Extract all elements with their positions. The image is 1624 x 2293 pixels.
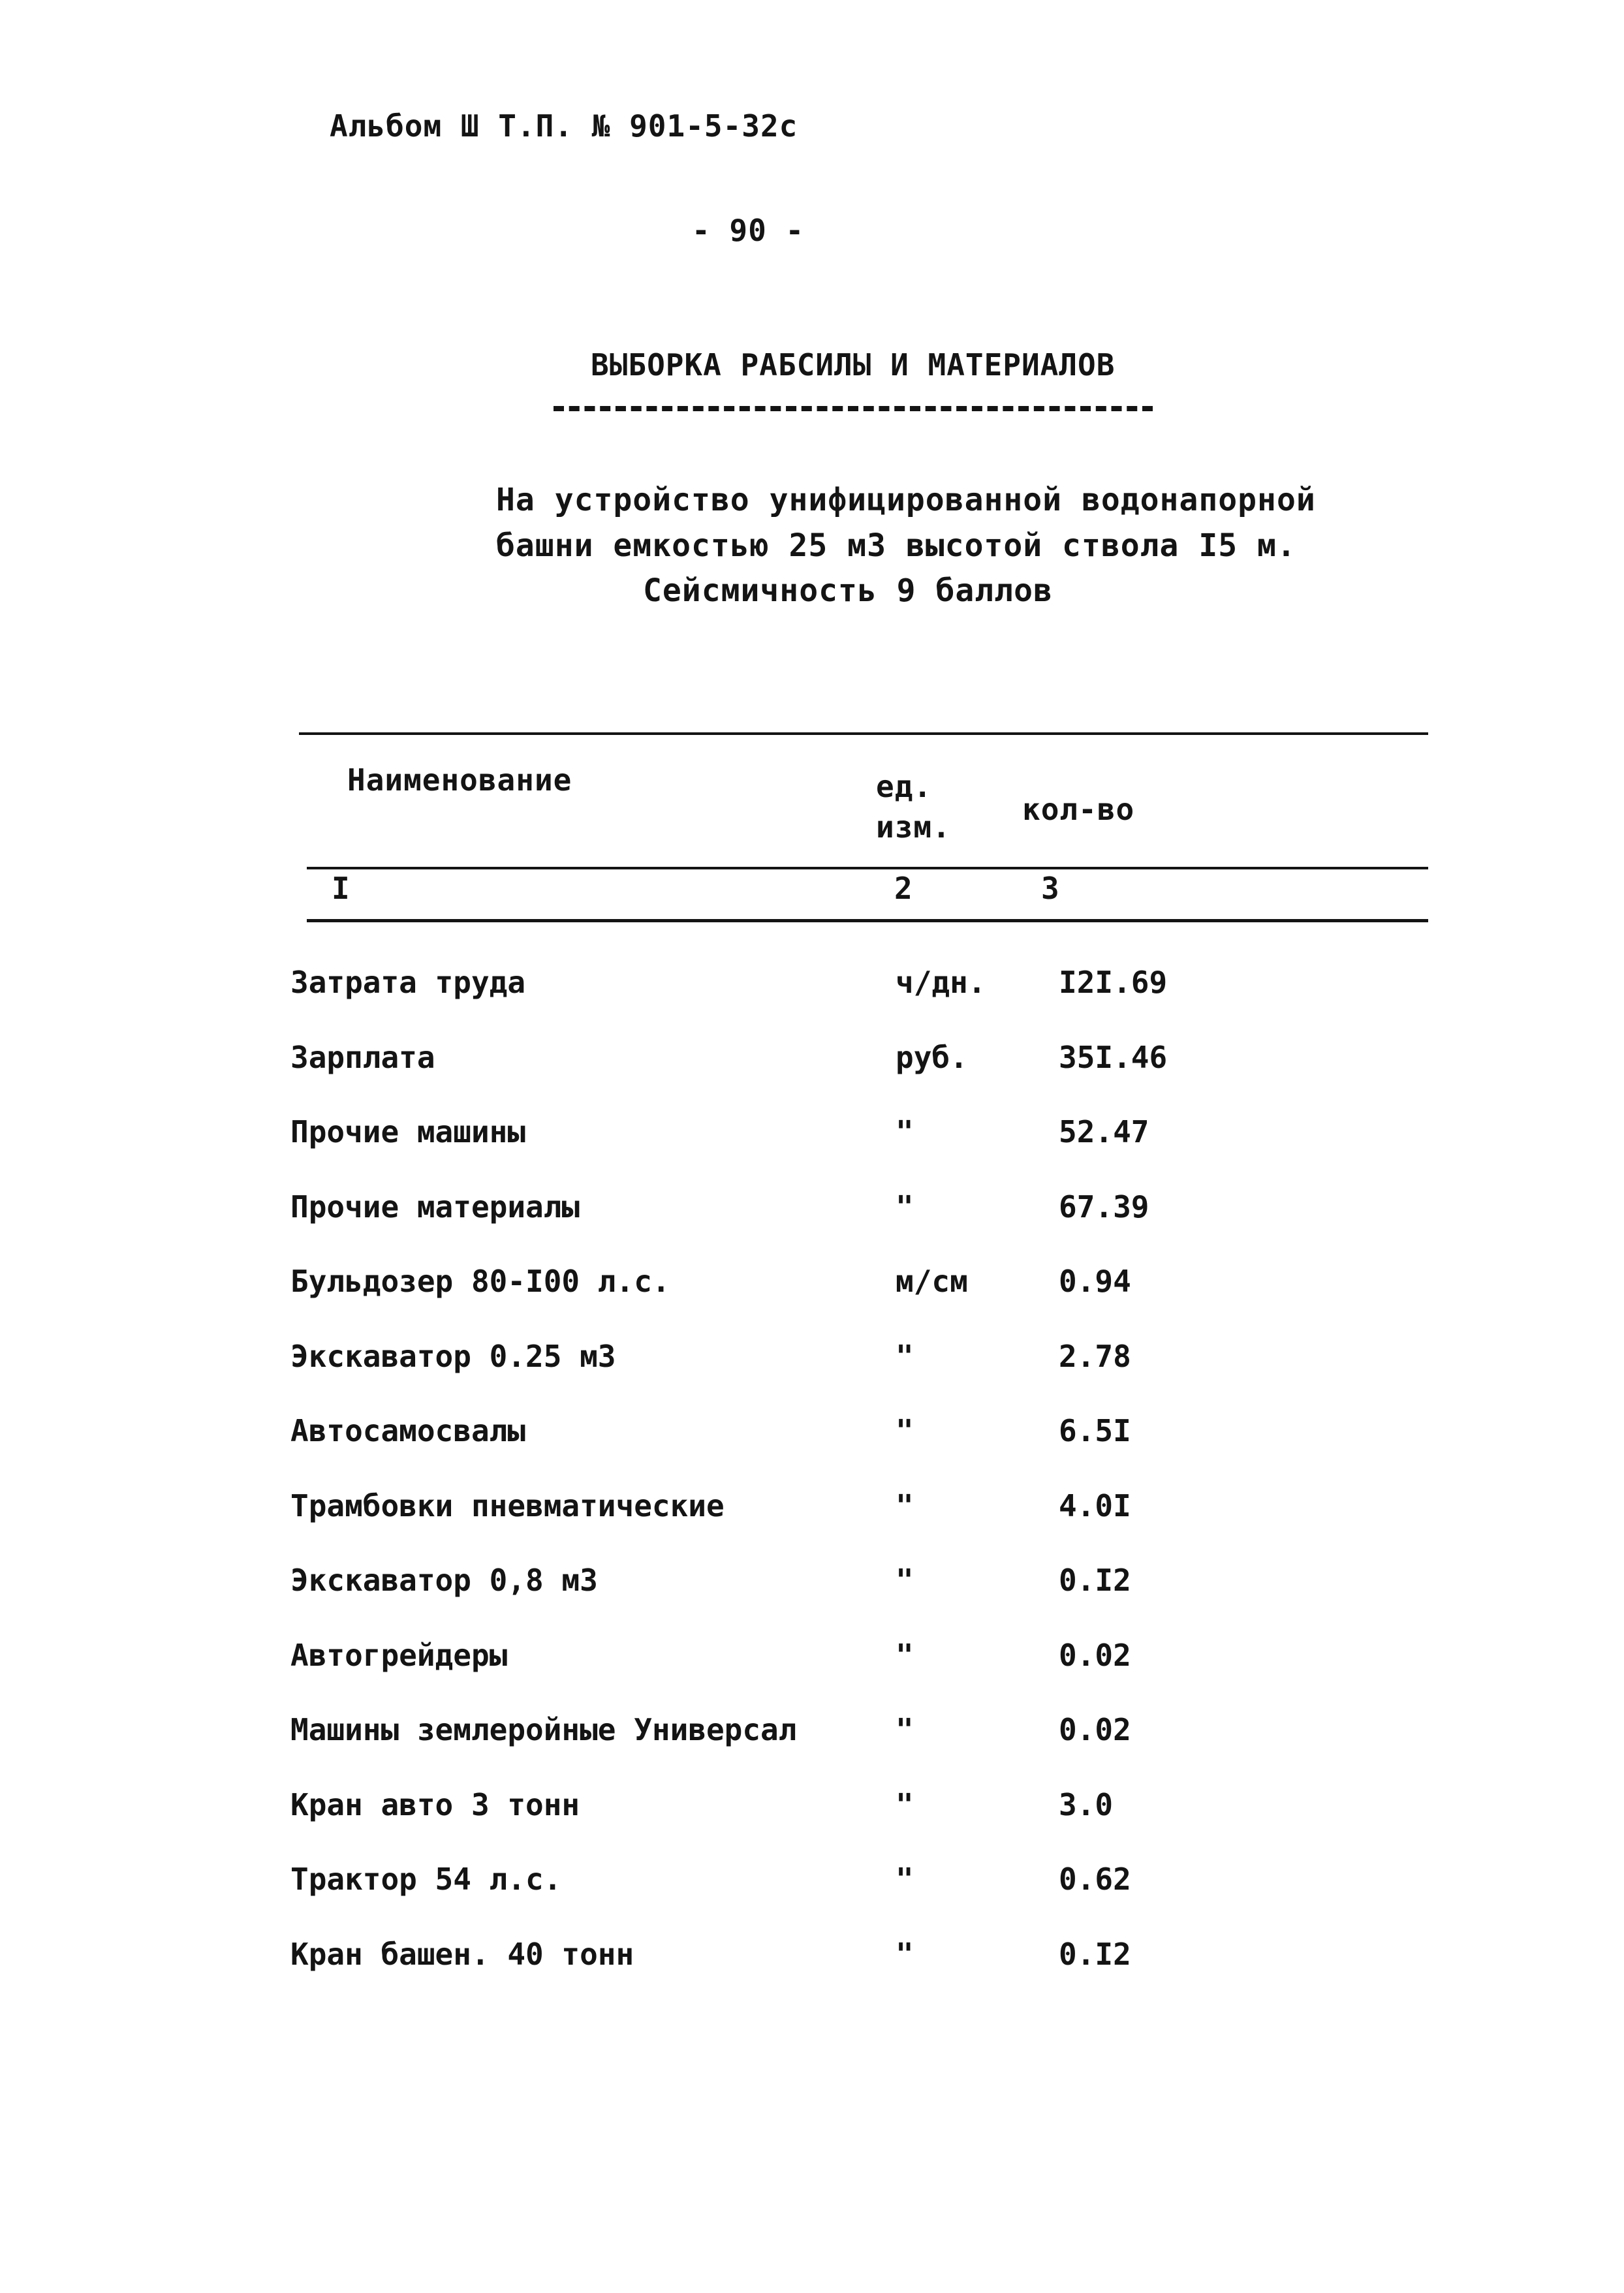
row-unit: ч/дн. [896, 965, 986, 1000]
row-quantity: 35I.46 [1059, 1040, 1168, 1075]
row-name: Бульдозер 80-I00 л.с. [290, 1264, 670, 1299]
row-unit: " [896, 1937, 914, 1972]
page-number: - 90 - [692, 213, 805, 248]
row-name: Прочие машины [290, 1114, 526, 1149]
row-unit: " [896, 1712, 914, 1747]
column-number: I [332, 871, 351, 906]
album-reference: Альбом Ш Т.П. № 901-5-32с [330, 108, 798, 144]
column-header-name: Наименование [347, 762, 572, 798]
row-unit: " [896, 1563, 914, 1598]
column-header-unit: изм. [876, 809, 951, 845]
column-header-unit: ед. [876, 769, 933, 804]
row-quantity: I2I.69 [1059, 965, 1168, 1000]
column-number: 2 [894, 871, 913, 906]
row-quantity: 52.47 [1059, 1114, 1149, 1149]
subtitle-line: На устройство унифицированной водонапорной [496, 482, 1316, 518]
row-name: Автосамосвалы [290, 1413, 526, 1448]
row-quantity: 3.0 [1059, 1787, 1114, 1822]
row-name: Затрата труда [290, 965, 526, 1000]
column-number: 3 [1041, 871, 1060, 906]
row-name: Кран авто 3 тонн [290, 1787, 580, 1822]
row-quantity: 0.I2 [1059, 1563, 1131, 1598]
row-name: Экскаватор 0,8 м3 [290, 1563, 598, 1598]
row-name: Зарплата [290, 1040, 435, 1075]
row-name: Кран башен. 40 тонн [290, 1937, 634, 1972]
row-quantity: 0.62 [1059, 1862, 1131, 1897]
subtitle-line: Сейсмичность 9 баллов [643, 572, 1053, 609]
row-name: Экскаватор 0.25 м3 [290, 1339, 616, 1374]
row-name: Трамбовки пневматические [290, 1488, 725, 1523]
row-unit: " [896, 1488, 914, 1523]
row-unit: " [896, 1413, 914, 1448]
row-unit: " [896, 1339, 914, 1374]
row-quantity: 2.78 [1059, 1339, 1131, 1374]
row-unit: " [896, 1787, 914, 1822]
row-unit: " [896, 1862, 914, 1897]
document-title: ВЫБОРКА РАБСИЛЫ И МАТЕРИАЛОВ [591, 347, 1116, 382]
row-name: Прочие материалы [290, 1189, 580, 1224]
row-unit: м/см [896, 1264, 968, 1299]
row-quantity: 0.02 [1059, 1638, 1131, 1673]
row-name: Трактор 54 л.с. [290, 1862, 562, 1897]
subtitle-line: башни емкостью 25 м3 высотой ствола I5 м. [496, 527, 1296, 564]
row-quantity: 67.39 [1059, 1189, 1149, 1224]
row-name: Автогрейдеры [290, 1638, 508, 1673]
row-unit: руб. [896, 1040, 968, 1075]
row-name: Машины землеройные Универсал [290, 1712, 797, 1747]
row-quantity: 6.5I [1059, 1413, 1131, 1448]
row-quantity: 0.I2 [1059, 1937, 1131, 1972]
column-header-quantity: кол-во [1022, 792, 1135, 827]
row-quantity: 0.02 [1059, 1712, 1131, 1747]
row-unit: " [896, 1189, 914, 1224]
row-unit: " [896, 1638, 914, 1673]
row-quantity: 4.0I [1059, 1488, 1131, 1523]
row-unit: " [896, 1114, 914, 1149]
row-quantity: 0.94 [1059, 1264, 1131, 1299]
